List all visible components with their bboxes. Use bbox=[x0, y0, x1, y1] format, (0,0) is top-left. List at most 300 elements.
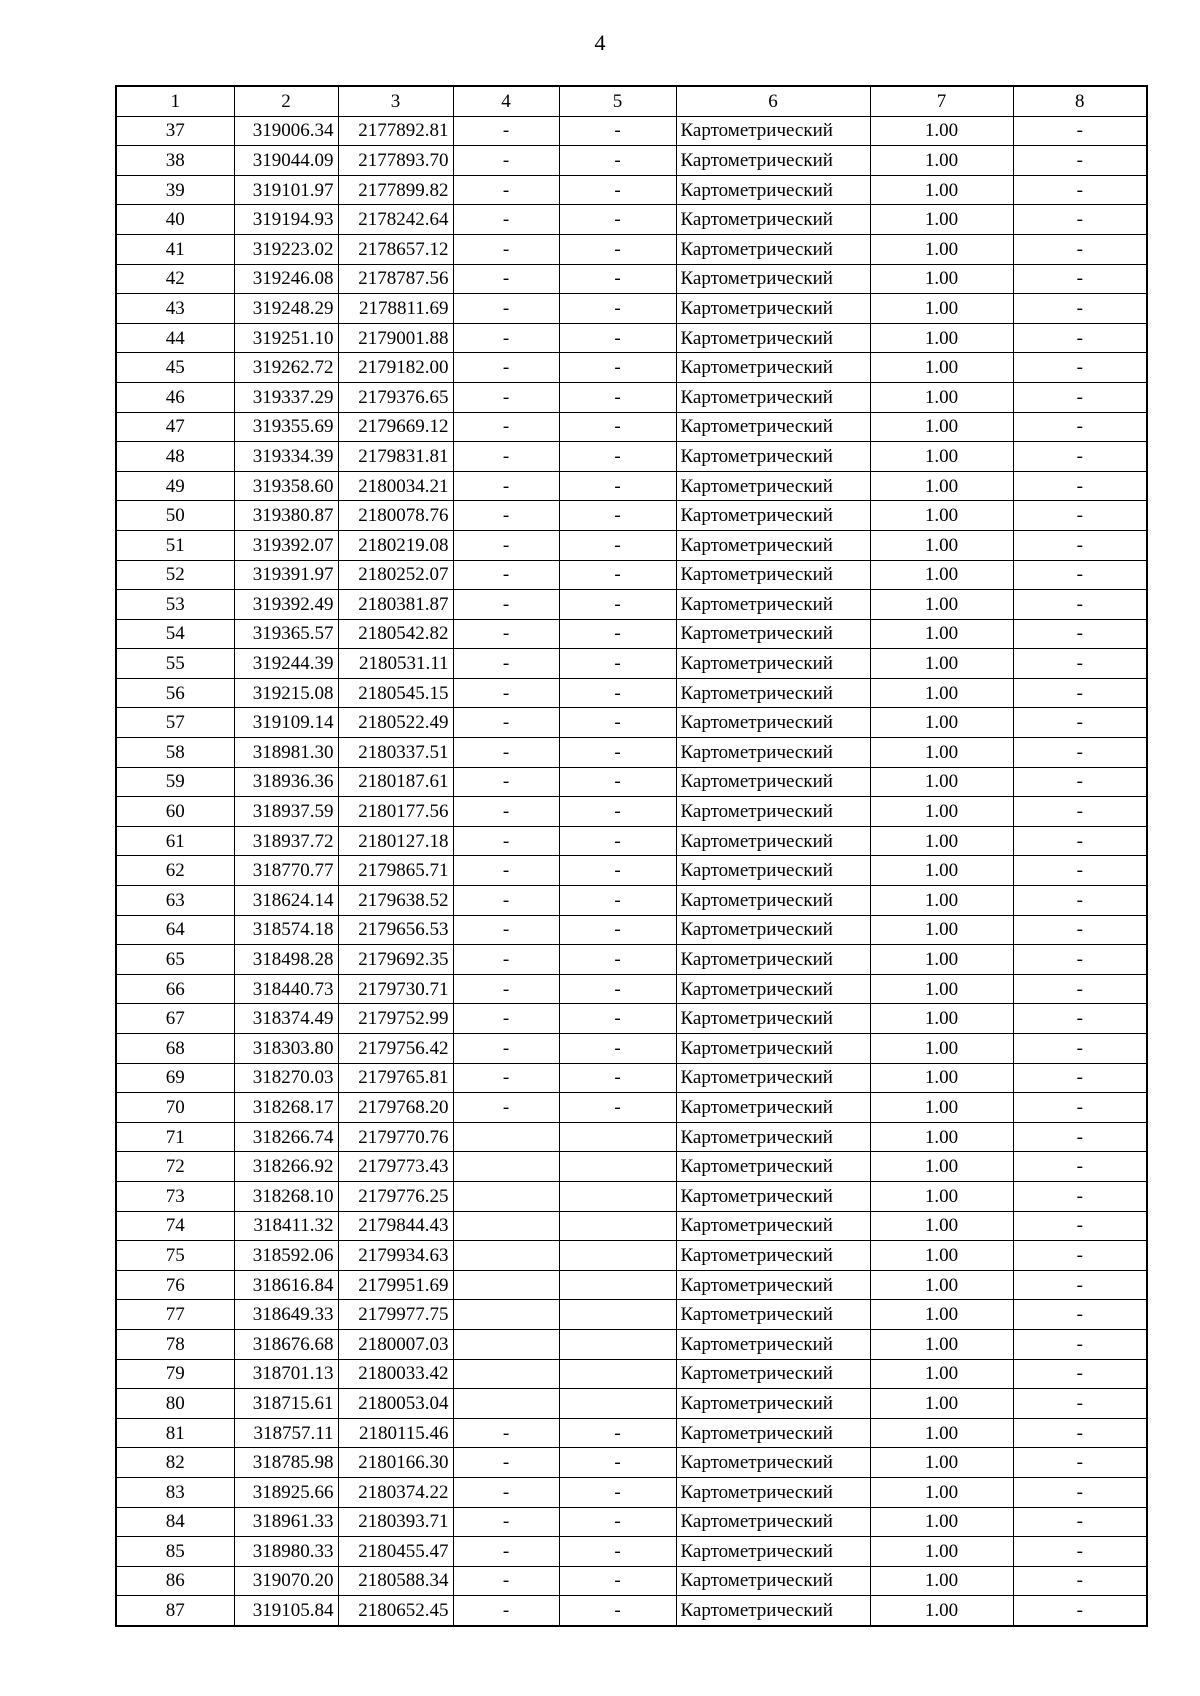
cell-col-5: - bbox=[559, 974, 676, 1004]
table-row bbox=[116, 382, 1147, 412]
cell-y-coordinate: 2179638.52 bbox=[338, 886, 453, 916]
cell-y-coordinate: 2180455.47 bbox=[338, 1537, 453, 1567]
cell-accuracy: 1.00 bbox=[870, 1507, 1013, 1537]
cell-x-coordinate: 319337.29 bbox=[234, 382, 338, 412]
cell-y-coordinate: 2177892.81 bbox=[338, 116, 453, 146]
cell-col-8: - bbox=[1013, 945, 1147, 975]
table-row bbox=[116, 915, 1147, 945]
cell-col-8: - bbox=[1013, 1448, 1147, 1478]
cell-accuracy: 1.00 bbox=[870, 1596, 1013, 1626]
cell-point-number: 47 bbox=[116, 412, 234, 442]
cell-col-8: - bbox=[1013, 1477, 1147, 1507]
table-row bbox=[116, 1270, 1147, 1300]
cell-col-4: - bbox=[453, 560, 559, 590]
cell-point-number: 39 bbox=[116, 175, 234, 205]
cell-col-4: - bbox=[453, 1596, 559, 1626]
cell-point-number: 67 bbox=[116, 1004, 234, 1034]
cell-point-number: 80 bbox=[116, 1389, 234, 1419]
cell-y-coordinate: 2179977.75 bbox=[338, 1300, 453, 1330]
cell-x-coordinate: 319246.08 bbox=[234, 264, 338, 294]
cell-accuracy: 1.00 bbox=[870, 234, 1013, 264]
table-row bbox=[116, 1507, 1147, 1537]
cell-col-8: - bbox=[1013, 205, 1147, 235]
cell-col-4: - bbox=[453, 886, 559, 916]
cell-col-8: - bbox=[1013, 1181, 1147, 1211]
table-row bbox=[116, 974, 1147, 1004]
cell-point-number: 81 bbox=[116, 1418, 234, 1448]
cell-point-number: 86 bbox=[116, 1566, 234, 1596]
cell-point-number: 84 bbox=[116, 1507, 234, 1537]
cell-x-coordinate: 319391.97 bbox=[234, 560, 338, 590]
cell-method: Картометрический bbox=[676, 974, 870, 1004]
header-cell-6: 6 bbox=[676, 86, 870, 116]
cell-y-coordinate: 2180522.49 bbox=[338, 708, 453, 738]
cell-y-coordinate: 2179831.81 bbox=[338, 442, 453, 472]
cell-col-8: - bbox=[1013, 442, 1147, 472]
header-row bbox=[116, 86, 1147, 116]
cell-col-5: - bbox=[559, 205, 676, 235]
cell-point-number: 64 bbox=[116, 915, 234, 945]
cell-method: Картометрический bbox=[676, 1093, 870, 1123]
cell-y-coordinate: 2180381.87 bbox=[338, 590, 453, 620]
cell-col-4: - bbox=[453, 945, 559, 975]
cell-col-5 bbox=[559, 1300, 676, 1330]
table-row bbox=[116, 826, 1147, 856]
cell-accuracy: 1.00 bbox=[870, 590, 1013, 620]
cell-accuracy: 1.00 bbox=[870, 708, 1013, 738]
cell-point-number: 44 bbox=[116, 323, 234, 353]
cell-x-coordinate: 318961.33 bbox=[234, 1507, 338, 1537]
table-row bbox=[116, 1329, 1147, 1359]
cell-col-4: - bbox=[453, 1418, 559, 1448]
cell-method: Картометрический bbox=[676, 856, 870, 886]
cell-col-5: - bbox=[559, 1566, 676, 1596]
cell-method: Картометрический bbox=[676, 1329, 870, 1359]
cell-accuracy: 1.00 bbox=[870, 353, 1013, 383]
cell-col-4: - bbox=[453, 590, 559, 620]
cell-col-4: - bbox=[453, 797, 559, 827]
cell-x-coordinate: 319223.02 bbox=[234, 234, 338, 264]
cell-method: Картометрический bbox=[676, 1122, 870, 1152]
cell-x-coordinate: 319334.39 bbox=[234, 442, 338, 472]
cell-point-number: 50 bbox=[116, 501, 234, 531]
cell-point-number: 68 bbox=[116, 1034, 234, 1064]
cell-col-4 bbox=[453, 1241, 559, 1271]
table-row bbox=[116, 1093, 1147, 1123]
cell-col-5: - bbox=[559, 264, 676, 294]
cell-point-number: 52 bbox=[116, 560, 234, 590]
cell-col-4: - bbox=[453, 294, 559, 324]
cell-x-coordinate: 319244.39 bbox=[234, 649, 338, 679]
cell-method: Картометрический bbox=[676, 945, 870, 975]
cell-point-number: 74 bbox=[116, 1211, 234, 1241]
cell-col-4: - bbox=[453, 264, 559, 294]
cell-method: Картометрический bbox=[676, 1477, 870, 1507]
cell-x-coordinate: 318785.98 bbox=[234, 1448, 338, 1478]
cell-x-coordinate: 318411.32 bbox=[234, 1211, 338, 1241]
table-row bbox=[116, 797, 1147, 827]
cell-accuracy: 1.00 bbox=[870, 264, 1013, 294]
cell-y-coordinate: 2180393.71 bbox=[338, 1507, 453, 1537]
header-cell-1: 1 bbox=[116, 86, 234, 116]
cell-col-8: - bbox=[1013, 1004, 1147, 1034]
table-row bbox=[116, 1004, 1147, 1034]
cell-x-coordinate: 318757.11 bbox=[234, 1418, 338, 1448]
cell-col-8: - bbox=[1013, 1241, 1147, 1271]
cell-accuracy: 1.00 bbox=[870, 856, 1013, 886]
cell-point-number: 66 bbox=[116, 974, 234, 1004]
cell-x-coordinate: 318701.13 bbox=[234, 1359, 338, 1389]
cell-col-4: - bbox=[453, 501, 559, 531]
cell-point-number: 38 bbox=[116, 146, 234, 176]
cell-x-coordinate: 318440.73 bbox=[234, 974, 338, 1004]
cell-accuracy: 1.00 bbox=[870, 175, 1013, 205]
cell-col-5: - bbox=[559, 1093, 676, 1123]
cell-col-4: - bbox=[453, 708, 559, 738]
cell-x-coordinate: 318270.03 bbox=[234, 1063, 338, 1093]
cell-accuracy: 1.00 bbox=[870, 530, 1013, 560]
cell-col-4: - bbox=[453, 1093, 559, 1123]
cell-col-5: - bbox=[559, 353, 676, 383]
cell-col-8: - bbox=[1013, 797, 1147, 827]
cell-y-coordinate: 2180252.07 bbox=[338, 560, 453, 590]
cell-accuracy: 1.00 bbox=[870, 1093, 1013, 1123]
cell-y-coordinate: 2179844.43 bbox=[338, 1211, 453, 1241]
cell-col-4: - bbox=[453, 974, 559, 1004]
table-row bbox=[116, 205, 1147, 235]
table-row bbox=[116, 708, 1147, 738]
cell-method: Картометрический bbox=[676, 530, 870, 560]
cell-method: Картометрический bbox=[676, 471, 870, 501]
cell-y-coordinate: 2179752.99 bbox=[338, 1004, 453, 1034]
cell-method: Картометрический bbox=[676, 1418, 870, 1448]
table-row bbox=[116, 175, 1147, 205]
cell-col-8: - bbox=[1013, 590, 1147, 620]
cell-y-coordinate: 2179765.81 bbox=[338, 1063, 453, 1093]
cell-x-coordinate: 319365.57 bbox=[234, 619, 338, 649]
cell-col-8: - bbox=[1013, 1034, 1147, 1064]
cell-accuracy: 1.00 bbox=[870, 205, 1013, 235]
cell-point-number: 83 bbox=[116, 1477, 234, 1507]
cell-accuracy: 1.00 bbox=[870, 1034, 1013, 1064]
header-cell-8: 8 bbox=[1013, 86, 1147, 116]
cell-col-4: - bbox=[453, 1477, 559, 1507]
table-row bbox=[116, 1034, 1147, 1064]
cell-x-coordinate: 318303.80 bbox=[234, 1034, 338, 1064]
cell-accuracy: 1.00 bbox=[870, 1181, 1013, 1211]
cell-x-coordinate: 318498.28 bbox=[234, 945, 338, 975]
cell-col-4: - bbox=[453, 146, 559, 176]
cell-col-4: - bbox=[453, 1034, 559, 1064]
cell-point-number: 55 bbox=[116, 649, 234, 679]
cell-accuracy: 1.00 bbox=[870, 1329, 1013, 1359]
cell-x-coordinate: 318715.61 bbox=[234, 1389, 338, 1419]
cell-col-4 bbox=[453, 1359, 559, 1389]
cell-col-4: - bbox=[453, 1448, 559, 1478]
cell-col-4: - bbox=[453, 1537, 559, 1567]
cell-col-5: - bbox=[559, 767, 676, 797]
cell-col-4 bbox=[453, 1211, 559, 1241]
cell-method: Картометрический bbox=[676, 1448, 870, 1478]
table-row bbox=[116, 1241, 1147, 1271]
cell-col-5: - bbox=[559, 530, 676, 560]
cell-col-8: - bbox=[1013, 1270, 1147, 1300]
cell-point-number: 49 bbox=[116, 471, 234, 501]
cell-col-5: - bbox=[559, 382, 676, 412]
cell-accuracy: 1.00 bbox=[870, 412, 1013, 442]
cell-x-coordinate: 318676.68 bbox=[234, 1329, 338, 1359]
cell-col-5: - bbox=[559, 471, 676, 501]
cell-point-number: 58 bbox=[116, 738, 234, 768]
cell-y-coordinate: 2179669.12 bbox=[338, 412, 453, 442]
cell-col-8: - bbox=[1013, 146, 1147, 176]
cell-col-4: - bbox=[453, 856, 559, 886]
cell-method: Картометрический bbox=[676, 1181, 870, 1211]
cell-method: Картометрический bbox=[676, 1241, 870, 1271]
cell-col-5: - bbox=[559, 1507, 676, 1537]
cell-col-8: - bbox=[1013, 234, 1147, 264]
cell-accuracy: 1.00 bbox=[870, 116, 1013, 146]
cell-col-4: - bbox=[453, 471, 559, 501]
cell-point-number: 59 bbox=[116, 767, 234, 797]
cell-accuracy: 1.00 bbox=[870, 323, 1013, 353]
table-row bbox=[116, 1418, 1147, 1448]
header-cell-7: 7 bbox=[870, 86, 1013, 116]
cell-y-coordinate: 2179656.53 bbox=[338, 915, 453, 945]
header-cell-5: 5 bbox=[559, 86, 676, 116]
cell-col-5: - bbox=[559, 501, 676, 531]
cell-point-number: 48 bbox=[116, 442, 234, 472]
cell-method: Картометрический bbox=[676, 146, 870, 176]
cell-y-coordinate: 2178657.12 bbox=[338, 234, 453, 264]
cell-col-5: - bbox=[559, 323, 676, 353]
cell-col-4 bbox=[453, 1300, 559, 1330]
cell-point-number: 72 bbox=[116, 1152, 234, 1182]
cell-col-8: - bbox=[1013, 619, 1147, 649]
cell-col-4: - bbox=[453, 619, 559, 649]
cell-method: Картометрический bbox=[676, 323, 870, 353]
cell-col-5 bbox=[559, 1122, 676, 1152]
cell-point-number: 51 bbox=[116, 530, 234, 560]
cell-method: Картометрический bbox=[676, 1004, 870, 1034]
table-row bbox=[116, 1063, 1147, 1093]
cell-method: Картометрический bbox=[676, 678, 870, 708]
cell-method: Картометрический bbox=[676, 708, 870, 738]
cell-x-coordinate: 319248.29 bbox=[234, 294, 338, 324]
cell-col-8: - bbox=[1013, 1329, 1147, 1359]
cell-method: Картометрический bbox=[676, 382, 870, 412]
cell-col-4: - bbox=[453, 678, 559, 708]
cell-y-coordinate: 2179934.63 bbox=[338, 1241, 453, 1271]
cell-y-coordinate: 2179770.76 bbox=[338, 1122, 453, 1152]
table-row bbox=[116, 442, 1147, 472]
table-row bbox=[116, 1566, 1147, 1596]
cell-accuracy: 1.00 bbox=[870, 146, 1013, 176]
cell-col-4: - bbox=[453, 649, 559, 679]
cell-y-coordinate: 2180219.08 bbox=[338, 530, 453, 560]
cell-col-8: - bbox=[1013, 412, 1147, 442]
cell-col-8: - bbox=[1013, 1566, 1147, 1596]
table-row bbox=[116, 738, 1147, 768]
cell-col-8: - bbox=[1013, 1389, 1147, 1419]
cell-accuracy: 1.00 bbox=[870, 1004, 1013, 1034]
cell-col-4: - bbox=[453, 353, 559, 383]
cell-col-5 bbox=[559, 1241, 676, 1271]
table-row bbox=[116, 1122, 1147, 1152]
table-row bbox=[116, 146, 1147, 176]
cell-accuracy: 1.00 bbox=[870, 560, 1013, 590]
cell-accuracy: 1.00 bbox=[870, 1566, 1013, 1596]
cell-point-number: 61 bbox=[116, 826, 234, 856]
cell-y-coordinate: 2180033.42 bbox=[338, 1359, 453, 1389]
table-row bbox=[116, 619, 1147, 649]
cell-col-5: - bbox=[559, 797, 676, 827]
cell-method: Картометрический bbox=[676, 797, 870, 827]
cell-point-number: 82 bbox=[116, 1448, 234, 1478]
cell-col-5: - bbox=[559, 856, 676, 886]
cell-col-4: - bbox=[453, 1507, 559, 1537]
cell-x-coordinate: 318925.66 bbox=[234, 1477, 338, 1507]
cell-accuracy: 1.00 bbox=[870, 738, 1013, 768]
table-row bbox=[116, 1359, 1147, 1389]
cell-method: Картометрический bbox=[676, 590, 870, 620]
cell-accuracy: 1.00 bbox=[870, 826, 1013, 856]
cell-col-5 bbox=[559, 1181, 676, 1211]
cell-col-5: - bbox=[559, 826, 676, 856]
cell-col-5: - bbox=[559, 1034, 676, 1064]
cell-x-coordinate: 319392.49 bbox=[234, 590, 338, 620]
cell-col-8: - bbox=[1013, 323, 1147, 353]
cell-y-coordinate: 2178787.56 bbox=[338, 264, 453, 294]
cell-col-8: - bbox=[1013, 530, 1147, 560]
cell-col-5: - bbox=[559, 915, 676, 945]
cell-accuracy: 1.00 bbox=[870, 1477, 1013, 1507]
cell-y-coordinate: 2179182.00 bbox=[338, 353, 453, 383]
cell-y-coordinate: 2180652.45 bbox=[338, 1596, 453, 1626]
cell-method: Картометрический bbox=[676, 1389, 870, 1419]
cell-accuracy: 1.00 bbox=[870, 1152, 1013, 1182]
cell-method: Картометрический bbox=[676, 1270, 870, 1300]
cell-accuracy: 1.00 bbox=[870, 974, 1013, 1004]
cell-y-coordinate: 2180053.04 bbox=[338, 1389, 453, 1419]
cell-point-number: 62 bbox=[116, 856, 234, 886]
cell-col-5: - bbox=[559, 1063, 676, 1093]
cell-accuracy: 1.00 bbox=[870, 678, 1013, 708]
cell-col-4 bbox=[453, 1122, 559, 1152]
cell-y-coordinate: 2180034.21 bbox=[338, 471, 453, 501]
cell-accuracy: 1.00 bbox=[870, 886, 1013, 916]
cell-accuracy: 1.00 bbox=[870, 1537, 1013, 1567]
header-cell-2: 2 bbox=[234, 86, 338, 116]
cell-point-number: 37 bbox=[116, 116, 234, 146]
cell-x-coordinate: 318268.17 bbox=[234, 1093, 338, 1123]
cell-accuracy: 1.00 bbox=[870, 1300, 1013, 1330]
cell-col-5: - bbox=[559, 738, 676, 768]
cell-x-coordinate: 319105.84 bbox=[234, 1596, 338, 1626]
cell-col-8: - bbox=[1013, 353, 1147, 383]
cell-col-5: - bbox=[559, 1004, 676, 1034]
cell-x-coordinate: 318268.10 bbox=[234, 1181, 338, 1211]
cell-x-coordinate: 318574.18 bbox=[234, 915, 338, 945]
cell-col-5: - bbox=[559, 442, 676, 472]
cell-col-8: - bbox=[1013, 501, 1147, 531]
cell-x-coordinate: 318937.72 bbox=[234, 826, 338, 856]
table-row bbox=[116, 412, 1147, 442]
cell-col-8: - bbox=[1013, 1418, 1147, 1448]
cell-y-coordinate: 2178242.64 bbox=[338, 205, 453, 235]
cell-col-5: - bbox=[559, 1477, 676, 1507]
cell-col-8: - bbox=[1013, 1359, 1147, 1389]
cell-y-coordinate: 2177893.70 bbox=[338, 146, 453, 176]
cell-y-coordinate: 2180588.34 bbox=[338, 1566, 453, 1596]
table-body bbox=[116, 116, 1147, 1626]
cell-y-coordinate: 2180078.76 bbox=[338, 501, 453, 531]
cell-col-8: - bbox=[1013, 738, 1147, 768]
cell-x-coordinate: 319044.09 bbox=[234, 146, 338, 176]
table-row bbox=[116, 678, 1147, 708]
cell-y-coordinate: 2180374.22 bbox=[338, 1477, 453, 1507]
cell-col-5: - bbox=[559, 886, 676, 916]
cell-col-5: - bbox=[559, 560, 676, 590]
cell-col-8: - bbox=[1013, 1537, 1147, 1567]
cell-accuracy: 1.00 bbox=[870, 471, 1013, 501]
cell-col-5: - bbox=[559, 1418, 676, 1448]
cell-x-coordinate: 319380.87 bbox=[234, 501, 338, 531]
cell-point-number: 70 bbox=[116, 1093, 234, 1123]
cell-col-8: - bbox=[1013, 974, 1147, 1004]
cell-col-5: - bbox=[559, 116, 676, 146]
cell-method: Картометрический bbox=[676, 1034, 870, 1064]
cell-point-number: 54 bbox=[116, 619, 234, 649]
cell-col-5: - bbox=[559, 649, 676, 679]
cell-point-number: 41 bbox=[116, 234, 234, 264]
cell-col-4 bbox=[453, 1152, 559, 1182]
cell-col-4: - bbox=[453, 205, 559, 235]
cell-col-4: - bbox=[453, 826, 559, 856]
cell-accuracy: 1.00 bbox=[870, 767, 1013, 797]
cell-col-4: - bbox=[453, 1063, 559, 1093]
cell-col-8: - bbox=[1013, 1596, 1147, 1626]
cell-col-8: - bbox=[1013, 1211, 1147, 1241]
cell-y-coordinate: 2180166.30 bbox=[338, 1448, 453, 1478]
cell-y-coordinate: 2179951.69 bbox=[338, 1270, 453, 1300]
cell-x-coordinate: 319006.34 bbox=[234, 116, 338, 146]
cell-method: Картометрический bbox=[676, 1566, 870, 1596]
table-header bbox=[116, 86, 1147, 116]
cell-col-8: - bbox=[1013, 1063, 1147, 1093]
table-row bbox=[116, 1181, 1147, 1211]
table-row bbox=[116, 116, 1147, 146]
cell-col-4 bbox=[453, 1270, 559, 1300]
coordinates-table bbox=[115, 85, 1148, 1627]
cell-point-number: 60 bbox=[116, 797, 234, 827]
cell-col-5: - bbox=[559, 1596, 676, 1626]
cell-method: Картометрический bbox=[676, 560, 870, 590]
cell-method: Картометрический bbox=[676, 116, 870, 146]
cell-col-5: - bbox=[559, 708, 676, 738]
cell-method: Картометрический bbox=[676, 412, 870, 442]
table-row bbox=[116, 501, 1147, 531]
cell-accuracy: 1.00 bbox=[870, 382, 1013, 412]
cell-accuracy: 1.00 bbox=[870, 797, 1013, 827]
cell-col-4: - bbox=[453, 234, 559, 264]
table-row bbox=[116, 264, 1147, 294]
cell-accuracy: 1.00 bbox=[870, 619, 1013, 649]
cell-col-8: - bbox=[1013, 826, 1147, 856]
cell-col-4: - bbox=[453, 412, 559, 442]
cell-col-5: - bbox=[559, 234, 676, 264]
cell-method: Картометрический bbox=[676, 1537, 870, 1567]
